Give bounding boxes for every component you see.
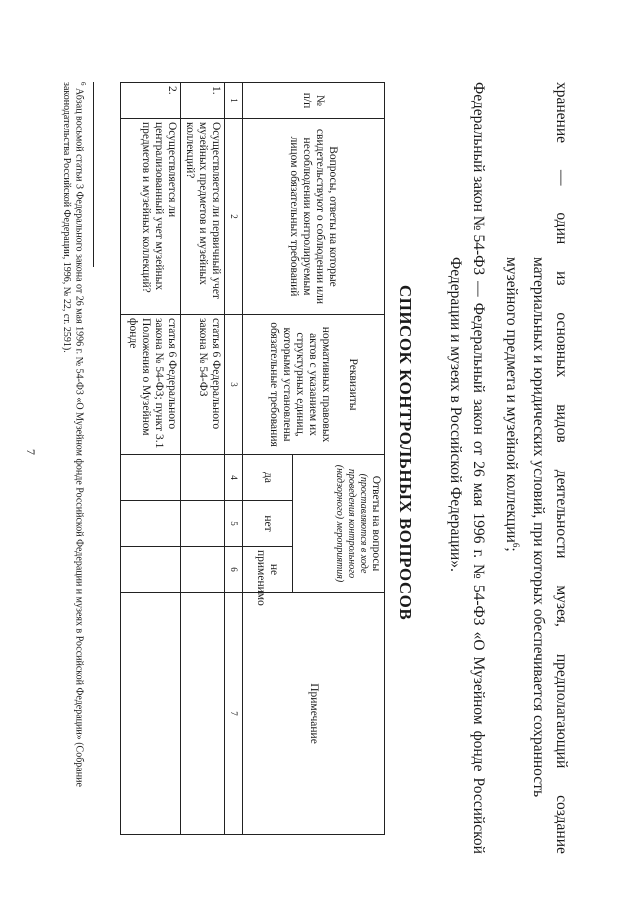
control-questions-table	[120, 82, 385, 835]
note-cell[interactable]	[121, 593, 181, 835]
definition-law-line-2: Федерации и музеях в Российской Федерации».	[447, 257, 464, 572]
list-title: СПИСОК КОНТРОЛЬНЫХ ВОПРОСОВ	[396, 284, 415, 621]
answer-na-cell[interactable]	[181, 547, 225, 593]
definition-storage-line-1: хранение — один из основных видов деятельности музея, предполагающий создание	[553, 82, 570, 854]
answer-yes-cell[interactable]	[181, 455, 225, 501]
header-no: нет	[243, 501, 293, 547]
note-cell[interactable]	[181, 593, 225, 835]
definition-term-law: Федеральный закон № 54-ФЗ	[470, 82, 487, 276]
definition-storage-line-3: музейного предмета и музейной коллекции$^6$;	[502, 257, 521, 552]
header-note: Примечание	[243, 593, 385, 835]
footnote: $^6$ Абзац восьмой статьи 3 Федерального закона от 26 мая 1996 г. № 54-ФЗ «О Музейном фонде Российской Федерации и музеях в Российской Федерации» (Собрание законодательства Российской Федерации, 1996, № 22, ст. 2591).	[60, 82, 87, 787]
answer-no-cell[interactable]	[121, 501, 181, 547]
column-numbers-row: 1 2 3 4 5 6 7	[225, 83, 243, 835]
header-yes: да	[243, 455, 293, 501]
definition-term-storage: хранение	[553, 82, 570, 144]
definition-law-line-1: Федеральный закон № 54-ФЗ — Федеральный закон от 26 мая 1996 г. № 54-ФЗ «О Музейном фонде Российской	[470, 82, 487, 854]
header-requisites: Реквизиты нормативных правовых актов с указанием их структурных единиц, которыми установлены обязательные требования	[243, 315, 385, 455]
table-row: 1. Осуществляется ли первичный учет музейных предметов и музейных коллекций? статья 6 Федерального закона № 54-ФЗ	[181, 83, 225, 835]
answer-na-cell[interactable]	[121, 547, 181, 593]
footnote-ref: 6	[511, 542, 521, 548]
answer-no-cell[interactable]	[181, 501, 225, 547]
footnote-divider	[93, 82, 94, 267]
definition-storage-line-2: материальных и юридических условий, при которых обеспечивается сохранность	[530, 257, 547, 798]
page-number: 7	[24, 449, 38, 455]
header-answers: Ответы на вопросы (проставляются в ходе проведения контрольного (надзорного) мероприятия)	[293, 455, 385, 593]
answer-yes-cell[interactable]	[121, 455, 181, 501]
header-not-applicable: не применимо	[243, 547, 293, 593]
table-row: 2. Осуществляется ли централизованный учет музейных предметов и музейных коллекций? статья 6 Федерального закона № 54-ФЗ; пункт 3.1 Положения о Музейном фонде	[121, 83, 181, 835]
header-question: Вопросы, ответы на которые свидетельствуют о соблюдении или несоблюдении контролируемым лицом обязательных требований	[243, 119, 385, 315]
header-num: № п/п	[243, 83, 385, 119]
